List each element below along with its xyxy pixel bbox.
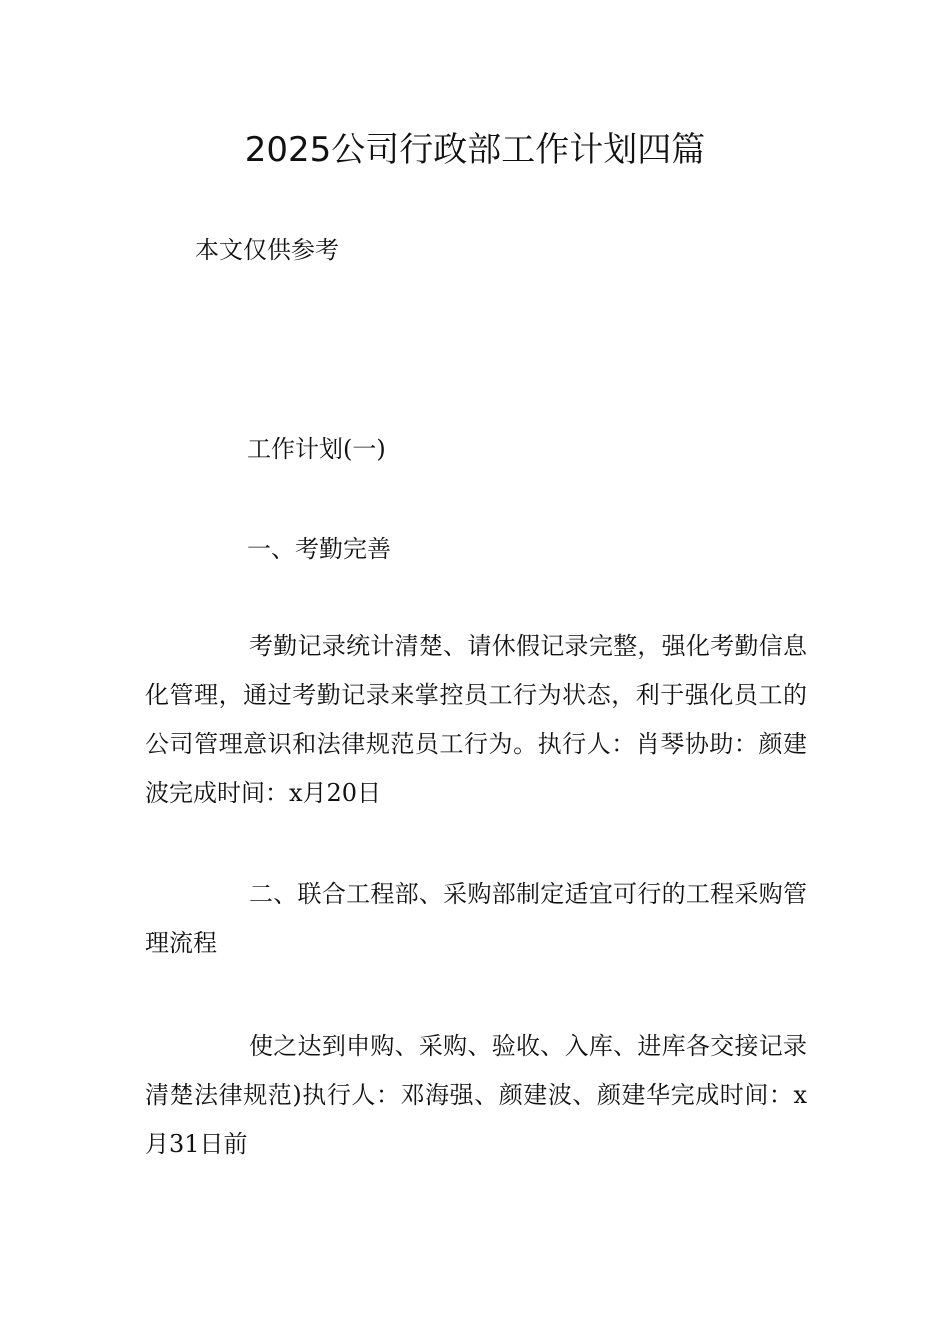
item-2-heading: 二、联合工程部、采购部制定适宜可行的工程采购管理流程 [145,880,807,957]
reference-note: 本文仅供参考 [195,236,339,264]
item-2-body: 使之达到申购、采购、验收、入库、进库各交接记录清楚法律规范)执行人：邓海强、颜建波、颜建华完成时间：x月31日前 [145,1032,807,1158]
section-heading: 工作计划(一) [247,435,386,463]
item-1-body: 考勤记录统计清楚、请休假记录完整，强化考勤信息化管理，通过考勤记录来掌控员工行为状态，利于强化员工的公司管理意识和法律规范员工行为。执行人：肖琴协助：颜建波完成时间：x月20日 [145,632,807,807]
document-title: 2025公司行政部工作计划四篇 [244,130,706,170]
item-1-heading: 一、考勤完善 [247,535,391,563]
